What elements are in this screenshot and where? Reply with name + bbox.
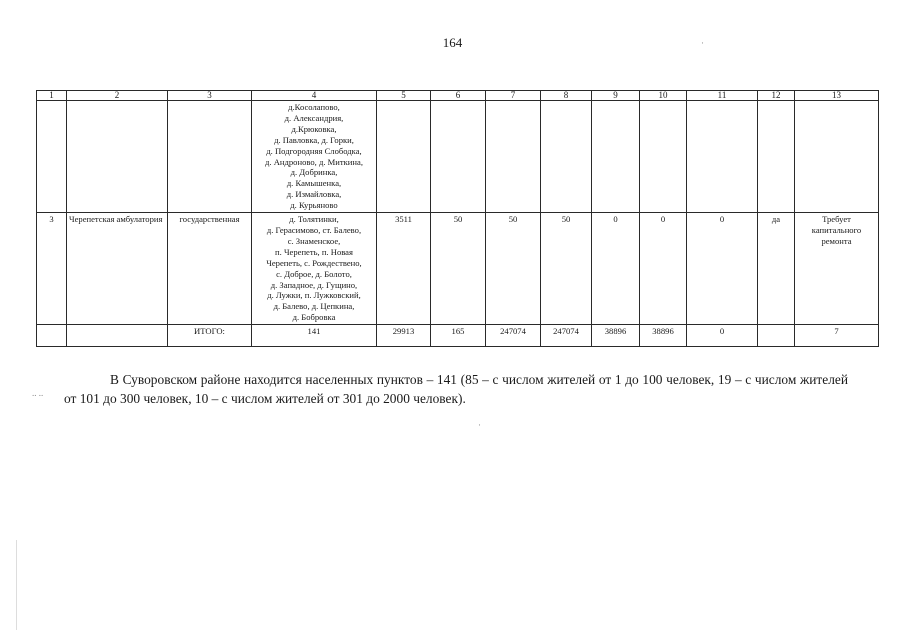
row-number-cell: 3 xyxy=(37,213,67,325)
header-cell: 6 xyxy=(431,91,486,101)
table-cell: 50 xyxy=(486,213,541,325)
locality-line: Черепеть, с. Рождествено, xyxy=(266,257,362,268)
table-cell: 141 xyxy=(252,325,377,347)
table-cell: 0 xyxy=(687,213,758,325)
locality-line: д. Герасимово, ст. Балево, xyxy=(266,224,362,235)
locality-line: д. Подгородняя Слободка, xyxy=(266,145,362,156)
header-cell: 13 xyxy=(795,91,879,101)
locality-line: д. Лужки, п. Лужковский, xyxy=(267,290,361,301)
table-cell: 247074 xyxy=(541,325,592,347)
table-cell: Требует капитального ремонта xyxy=(795,213,879,325)
table-cell xyxy=(37,101,67,213)
locality-line: д.Косолапово, xyxy=(288,102,340,112)
table-cell: 3511 xyxy=(377,213,431,325)
table-cell xyxy=(758,101,795,213)
table-header-row xyxy=(37,91,879,101)
page-number: 164 xyxy=(442,35,463,50)
locality-line: д. Андроново, д. Миткина, xyxy=(265,156,363,167)
header-cell: 1 xyxy=(37,91,67,101)
total-label-cell: ИТОГО: xyxy=(168,325,252,347)
header-cell: 5 xyxy=(377,91,431,101)
table-cell xyxy=(377,101,431,213)
header-cell: 8 xyxy=(541,91,592,101)
table-cell xyxy=(431,101,486,213)
table-cell xyxy=(541,101,592,213)
table-cell xyxy=(795,101,879,213)
table-cell: 247074 xyxy=(486,325,541,347)
table-cell xyxy=(67,325,168,347)
table-cell xyxy=(486,101,541,213)
header-cell: 4 xyxy=(252,91,377,101)
table-row-3 xyxy=(37,213,879,325)
table-cell xyxy=(67,101,168,213)
table-cell xyxy=(592,101,640,213)
locality-line: д.Крюковка, xyxy=(291,123,337,134)
table-cell: 38896 xyxy=(592,325,640,347)
table-cell: 38896 xyxy=(640,325,687,347)
header-cell: 9 xyxy=(592,91,640,101)
locality-line: д. Толятинки, xyxy=(289,214,339,225)
table-cell: 0 xyxy=(640,213,687,325)
locality-line: д. Добринка, xyxy=(290,167,338,178)
localities-cell xyxy=(252,213,377,325)
facility-name-cell: Черепетская амбулатория xyxy=(67,213,168,325)
locality-line: д. Курьяново xyxy=(290,200,338,211)
table-cell xyxy=(168,101,252,213)
table-row-continuation xyxy=(37,101,879,213)
header-cell: 7 xyxy=(486,91,541,101)
header-cell: 3 xyxy=(168,91,252,101)
scan-speck: · xyxy=(701,38,704,48)
header-cell: 12 xyxy=(758,91,795,101)
ownership-cell: государственная xyxy=(168,213,252,325)
table-cell: 165 xyxy=(431,325,486,347)
table-cell: 7 xyxy=(795,325,879,347)
scan-speck: .. .. xyxy=(32,388,44,398)
table-cell: 50 xyxy=(541,213,592,325)
locality-line: д. Павловка, д. Горки, xyxy=(274,134,354,145)
table-cell xyxy=(640,101,687,213)
data-table-container xyxy=(36,90,878,347)
locality-line: п. Черепеть, п. Новая xyxy=(275,246,353,257)
table-cell xyxy=(758,325,795,347)
locality-line: д. Балево, д. Цепкина, xyxy=(273,301,355,312)
locality-line: д. Камышенка, xyxy=(286,178,342,189)
table-cell: 29913 xyxy=(377,325,431,347)
locality-line: д. Западное, д. Гущино, xyxy=(270,279,358,290)
table-cell xyxy=(37,325,67,347)
table-cell: да xyxy=(758,213,795,325)
header-cell: 10 xyxy=(640,91,687,101)
data-table xyxy=(36,90,879,347)
localities-cell xyxy=(252,101,377,213)
locality-line: д. Александрия, xyxy=(284,112,344,123)
table-cell xyxy=(687,101,758,213)
scan-speck: · xyxy=(478,420,481,430)
scan-edge-line xyxy=(16,540,17,630)
table-cell: 0 xyxy=(592,213,640,325)
summary-paragraph: В Суворовском районе находится населенных пунктов – 141 (85 – с числом жителей от 1 до 100 человек, 19 – с числом жителей от 101 до 300 человек, 10 – с числом жителей от 301 до 2000 человек). xyxy=(64,372,848,406)
table-cell: 50 xyxy=(431,213,486,325)
table-cell: 0 xyxy=(687,325,758,347)
table-row-total xyxy=(37,325,879,347)
locality-line: с. Знаменское, xyxy=(287,235,341,246)
locality-line: с. Доброе, д. Болото, xyxy=(276,268,352,279)
locality-line: д. Измайловка, xyxy=(286,189,342,200)
header-cell: 2 xyxy=(67,91,168,101)
header-cell: 11 xyxy=(687,91,758,101)
locality-line: д. Бобровка xyxy=(292,312,336,323)
